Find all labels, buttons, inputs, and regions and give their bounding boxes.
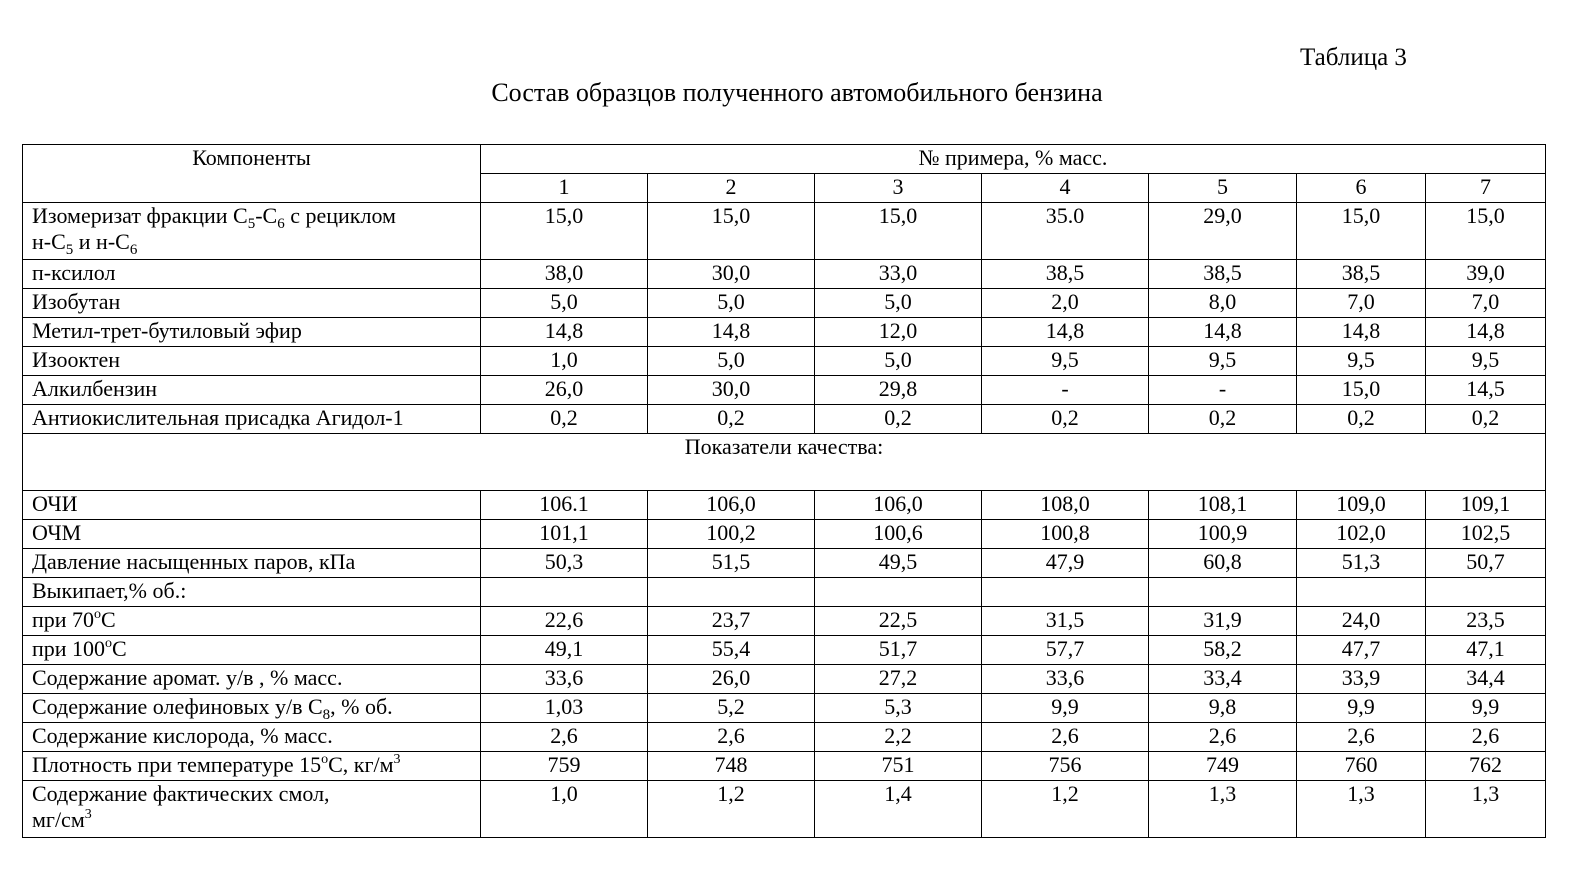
- table-cell: 2,6: [982, 723, 1149, 752]
- table-cell: 9,9: [982, 694, 1149, 723]
- table-cell: 29,0: [1149, 203, 1297, 260]
- table-cell: 1,0: [481, 781, 648, 838]
- table-cell: 15,0: [1297, 376, 1426, 405]
- table-cell: 51,5: [648, 549, 815, 578]
- table-cell: 33,0: [815, 260, 982, 289]
- table-cell: 5,0: [481, 289, 648, 318]
- table-cell: 7,0: [1297, 289, 1426, 318]
- table-cell: 60,8: [1149, 549, 1297, 578]
- table-row: [23, 549, 1546, 578]
- table-cell: 33,6: [982, 665, 1149, 694]
- row-label: Изомеризат фракции $С_5-С_6$ с рециклом $н-С_5$ и $н-С_6$: [23, 203, 481, 260]
- table-cell: 31,9: [1149, 607, 1297, 636]
- section-row: [23, 434, 1546, 491]
- table-cell: 26,0: [648, 665, 815, 694]
- table-label: Таблица 3: [1300, 44, 1407, 71]
- table-cell: 102,5: [1426, 520, 1546, 549]
- table-cell: 0,2: [982, 405, 1149, 434]
- table-cell: 760: [1297, 752, 1426, 781]
- table-row: [23, 665, 1546, 694]
- table-row: [23, 289, 1546, 318]
- row-label: Плотность при температуре $15^оС$, $кг/м^3$: [23, 752, 481, 781]
- table-cell: 49,1: [481, 636, 648, 665]
- table-row: [23, 260, 1546, 289]
- table-cell: 15,0: [648, 203, 815, 260]
- table-row: [23, 491, 1546, 520]
- table-cell: 51,7: [815, 636, 982, 665]
- table-cell: 14,8: [648, 318, 815, 347]
- table-row: [23, 752, 1546, 781]
- table-cell: 9,9: [1426, 694, 1546, 723]
- table-cell: 100,2: [648, 520, 815, 549]
- table-cell: 0,2: [481, 405, 648, 434]
- table-row: [23, 347, 1546, 376]
- table-cell: 30,0: [648, 260, 815, 289]
- table-row: [23, 781, 1546, 838]
- row-label: Содержание олефиновых у/в $С_8$, % об.: [23, 694, 481, 723]
- table-cell: 38,0: [481, 260, 648, 289]
- table-cell: 5,0: [815, 347, 982, 376]
- table-cell: 14,8: [1149, 318, 1297, 347]
- example-number: 3: [815, 174, 982, 203]
- row-label: Давление насыщенных паров, кПа: [23, 549, 481, 578]
- table-cell: 47,7: [1297, 636, 1426, 665]
- table-row: [23, 405, 1546, 434]
- table-cell: 2,6: [1297, 723, 1426, 752]
- table-cell: 27,2: [815, 665, 982, 694]
- table-cell: 751: [815, 752, 982, 781]
- table-cell: 109,0: [1297, 491, 1426, 520]
- row-label: при $70^оС$: [23, 607, 481, 636]
- gasoline-composition-table: [22, 144, 1546, 838]
- row-label: при $100^оС$: [23, 636, 481, 665]
- table-cell: 30,0: [648, 376, 815, 405]
- table-cell: [982, 578, 1149, 607]
- row-label: Содержание фактических смол, $мг/см^3$: [23, 781, 481, 838]
- table-cell: 14,8: [982, 318, 1149, 347]
- table-cell: 748: [648, 752, 815, 781]
- table-cell: 50,3: [481, 549, 648, 578]
- quality-section-header: Показатели качества:: [23, 434, 1546, 491]
- table-cell: 58,2: [1149, 636, 1297, 665]
- table-cell: 5,2: [648, 694, 815, 723]
- table-cell: [1149, 578, 1297, 607]
- table-row: [23, 578, 1546, 607]
- row-label: ОЧМ: [23, 520, 481, 549]
- table-cell: 9,9: [1297, 694, 1426, 723]
- table-cell: 35.0: [982, 203, 1149, 260]
- table-cell: 1,2: [648, 781, 815, 838]
- table-cell: [815, 578, 982, 607]
- row-label: Содержание аромат. у/в , % масс.: [23, 665, 481, 694]
- table-cell: 101,1: [481, 520, 648, 549]
- components-header: Компоненты: [23, 145, 481, 203]
- table-cell: 1,3: [1297, 781, 1426, 838]
- table-cell: 108,0: [982, 491, 1149, 520]
- table-cell: 5,0: [815, 289, 982, 318]
- table-cell: 1,03: [481, 694, 648, 723]
- table-row: [23, 376, 1546, 405]
- table-cell: 106,0: [815, 491, 982, 520]
- table-cell: 33,9: [1297, 665, 1426, 694]
- table-cell: [648, 578, 815, 607]
- table-cell: 22,6: [481, 607, 648, 636]
- table-cell: 23,5: [1426, 607, 1546, 636]
- table-cell: 14,5: [1426, 376, 1546, 405]
- table-cell: 9,5: [1149, 347, 1297, 376]
- table-cell: 38,5: [982, 260, 1149, 289]
- table-cell: 29,8: [815, 376, 982, 405]
- table-cell: 15,0: [1297, 203, 1426, 260]
- row-label: ОЧИ: [23, 491, 481, 520]
- table-cell: 47,1: [1426, 636, 1546, 665]
- table-cell: 9,5: [1426, 347, 1546, 376]
- table-cell: 749: [1149, 752, 1297, 781]
- table-cell: 0,2: [1426, 405, 1546, 434]
- table-cell: 2,6: [481, 723, 648, 752]
- row-label: Антиокислительная присадка Агидол-1: [23, 405, 481, 434]
- table-cell: -: [982, 376, 1149, 405]
- table-cell: 5,3: [815, 694, 982, 723]
- document-title: Состав образцов полученного автомобильного бензина: [491, 78, 1103, 107]
- row-label: Метил-трет-бутиловый эфир: [23, 318, 481, 347]
- table-row: [23, 203, 1546, 260]
- table-cell: 23,7: [648, 607, 815, 636]
- table-cell: 1,4: [815, 781, 982, 838]
- table-cell: 49,5: [815, 549, 982, 578]
- table-cell: 15,0: [481, 203, 648, 260]
- table-cell: 39,0: [1426, 260, 1546, 289]
- table-cell: 0,2: [1149, 405, 1297, 434]
- example-number: 4: [982, 174, 1149, 203]
- table-cell: 7,0: [1426, 289, 1546, 318]
- table-cell: 15,0: [815, 203, 982, 260]
- row-label: п-ксилол: [23, 260, 481, 289]
- table-cell: 38,5: [1149, 260, 1297, 289]
- table-cell: 51,3: [1297, 549, 1426, 578]
- table-cell: 102,0: [1297, 520, 1426, 549]
- table-cell: -: [1149, 376, 1297, 405]
- table-row: [23, 723, 1546, 752]
- table-cell: [1297, 578, 1426, 607]
- table-cell: 55,4: [648, 636, 815, 665]
- table-cell: 2,6: [1149, 723, 1297, 752]
- table-cell: 26,0: [481, 376, 648, 405]
- table-cell: 38,5: [1297, 260, 1426, 289]
- table-cell: 0,2: [815, 405, 982, 434]
- example-number: 5: [1149, 174, 1297, 203]
- table-cell: 5,0: [648, 347, 815, 376]
- table-cell: 756: [982, 752, 1149, 781]
- table-cell: 759: [481, 752, 648, 781]
- table-cell: 2,2: [815, 723, 982, 752]
- table-cell: 1,3: [1149, 781, 1297, 838]
- table-cell: 2,6: [648, 723, 815, 752]
- example-number: 6: [1297, 174, 1426, 203]
- table-row: [23, 694, 1546, 723]
- table-cell: 34,4: [1426, 665, 1546, 694]
- table-cell: 22,5: [815, 607, 982, 636]
- table-cell: 50,7: [1426, 549, 1546, 578]
- table-cell: 12,0: [815, 318, 982, 347]
- table-cell: 15,0: [1426, 203, 1546, 260]
- row-label: Изооктен: [23, 347, 481, 376]
- table-row: [23, 607, 1546, 636]
- table-row: [23, 520, 1546, 549]
- example-number: 1: [481, 174, 648, 203]
- table-cell: 1,0: [481, 347, 648, 376]
- example-number: 2: [648, 174, 815, 203]
- table-cell: 24,0: [1297, 607, 1426, 636]
- table-cell: 14,8: [1297, 318, 1426, 347]
- table-cell: 2,6: [1426, 723, 1546, 752]
- row-label: Изобутан: [23, 289, 481, 318]
- table-cell: 100,6: [815, 520, 982, 549]
- table-cell: 1,2: [982, 781, 1149, 838]
- table-cell: 0,2: [1297, 405, 1426, 434]
- table-cell: 33,6: [481, 665, 648, 694]
- table-cell: 9,5: [1297, 347, 1426, 376]
- table-cell: 762: [1426, 752, 1546, 781]
- table-cell: 33,4: [1149, 665, 1297, 694]
- table-cell: 9,8: [1149, 694, 1297, 723]
- table-row: [23, 636, 1546, 665]
- row-label: Алкилбензин: [23, 376, 481, 405]
- table-cell: 8,0: [1149, 289, 1297, 318]
- table-cell: 100,8: [982, 520, 1149, 549]
- table-cell: 47,9: [982, 549, 1149, 578]
- example-number: 7: [1426, 174, 1546, 203]
- table-cell: 100,9: [1149, 520, 1297, 549]
- table-cell: 9,5: [982, 347, 1149, 376]
- table-cell: 108,1: [1149, 491, 1297, 520]
- row-label: Выкипает,% об.:: [23, 578, 481, 607]
- table-cell: 0,2: [648, 405, 815, 434]
- table-cell: 2,0: [982, 289, 1149, 318]
- table-cell: 106.1: [481, 491, 648, 520]
- table-cell: 1,3: [1426, 781, 1546, 838]
- table-cell: 57,7: [982, 636, 1149, 665]
- table-cell: [481, 578, 648, 607]
- table-cell: 14,8: [1426, 318, 1546, 347]
- examples-header: № примера, % масс.: [481, 145, 1546, 174]
- row-label: Содержание кислорода, % масс.: [23, 723, 481, 752]
- table-cell: 106,0: [648, 491, 815, 520]
- table-cell: 5,0: [648, 289, 815, 318]
- table-cell: 31,5: [982, 607, 1149, 636]
- table-row: [23, 318, 1546, 347]
- table-cell: [1426, 578, 1546, 607]
- table-cell: 109,1: [1426, 491, 1546, 520]
- table-cell: 14,8: [481, 318, 648, 347]
